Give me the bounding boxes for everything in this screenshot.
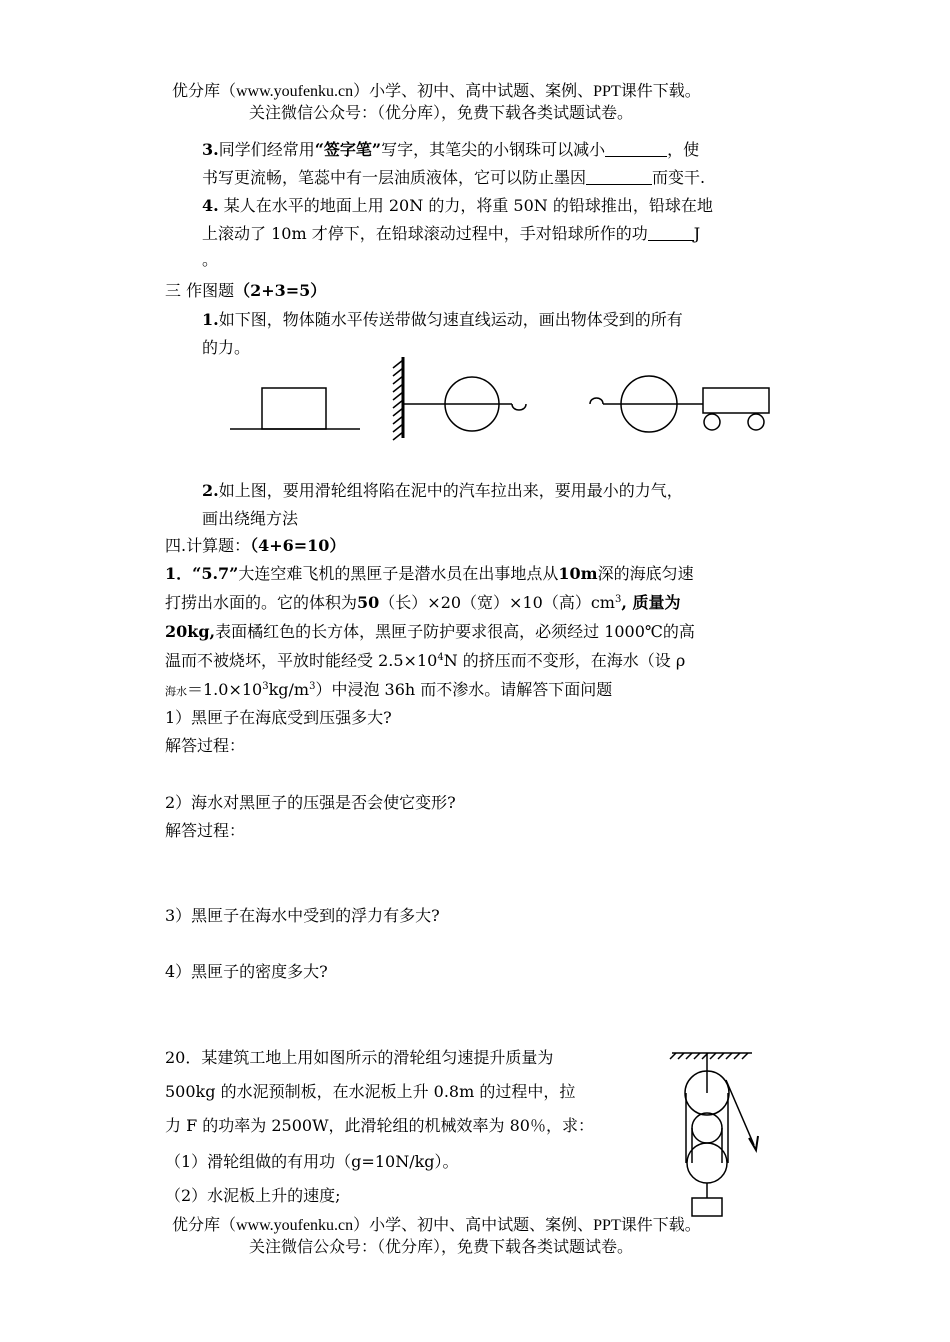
- question-3-line-2: 书写更流畅，笔蕊中有一层油质液体，它可以防止墨因 而变干.: [202, 168, 706, 187]
- question-4-line-1: 4. 某人在水平的地面上用 20N 的力，将重 50N 的铅球推出，铅球在地: [202, 196, 713, 215]
- sub-question-4: 4）黑匣子的密度多大?: [165, 962, 328, 981]
- section-4-title: 四.计算题：（4+6=10）: [165, 536, 346, 555]
- question-3-line-1: 3.同学们经常用“签字笔”写字，其笔尖的小钢珠可以减小 ，使: [202, 140, 700, 159]
- answer-label-2: 解答过程：: [165, 821, 246, 840]
- q20-sub-1: （1）滑轮组做的有用功（g=10N/kg）。: [165, 1152, 459, 1171]
- drawing-q1-line-2: 的力。: [202, 338, 251, 357]
- footer-line-1: 优分库（www.youfenku.cn）小学、初中、高中试题、案例、PPT课件下载。: [172, 1217, 701, 1234]
- drawing-q1-line-1: 1.如下图，物体随水平传送带做匀速直线运动，画出物体受到的所有: [202, 310, 683, 329]
- car-pulley-diagram: [590, 376, 769, 432]
- calc-p1-line-3: 20kg,表面橘红色的长方体，黑匣子防护要求很高，必须经过 1000℃的高: [165, 622, 695, 641]
- sub-question-3: 3）黑匣子在海水中受到的浮力有多大?: [165, 906, 440, 925]
- wall-pulley-diagram: [393, 357, 526, 440]
- q20-line-1: 20．某建筑工地上用如图所示的滑轮组匀速提升质量为: [165, 1048, 554, 1067]
- section-3-title: 三 作图题（2+3=5）: [165, 281, 327, 300]
- answer-label-1: 解答过程：: [165, 736, 246, 755]
- q20-line-2: 500kg 的水泥预制板，在水泥板上升 0.8m 的过程中，拉: [165, 1082, 576, 1101]
- header-line-1: 优分库（www.youfenku.cn）小学、初中、高中试题、案例、PPT课件下载。: [172, 83, 701, 100]
- header-line-2: 关注微信公众号：（优分库），免费下载各类试题试卷。: [249, 105, 634, 122]
- calc-p1-line-2: 打捞出水面的。它的体积为50（长）×20（宽）×10（高）$cm^3$, 质量为: [165, 593, 681, 612]
- q20-sub-2: （2）水泥板上升的速度;: [165, 1186, 341, 1205]
- conveyor-block-diagram: [230, 388, 360, 429]
- calc-p1-line-5: 海水$=1.0\times 10^3kg/m^3$）中浸泡 36h 而不渗水。请解答下面问题: [165, 680, 613, 699]
- sub-question-1: 1）黑匣子在海底受到压强多大?: [165, 708, 392, 727]
- sub-question-2: 2）海水对黑匣子的压强是否会使它变形?: [165, 793, 456, 812]
- footer-line-2: 关注微信公众号：（优分库），免费下载各类试题试卷。: [249, 1239, 634, 1256]
- question-4-line-2: 上滚动了 10m 才停下，在铅球滚动过程中，手对铅球所作的功 J: [202, 224, 701, 243]
- pulley-system-diagram: [670, 1053, 758, 1216]
- calc-p1-line-1: 1．“5.7”大连空难飞机的黑匣子是潜水员在出事地点从10m深的海底匀速: [165, 564, 694, 583]
- q20-line-3: 力 F 的功率为 2500W，此滑轮组的机械效率为 80％，求：: [165, 1116, 594, 1135]
- drawing-q2-line-2: 画出绕绳方法: [202, 509, 299, 528]
- question-4-line-3: 。: [202, 250, 219, 269]
- calc-p1-line-4: 温而不被烧坏，平放时能经受 $2.5\times 10^4N$ 的挤压而不变形，在海水（设 ρ: [165, 651, 686, 670]
- drawing-q2-line-1: 2.如上图，要用滑轮组将陷在泥中的汽车拉出来，要用最小的力气，: [202, 481, 683, 500]
